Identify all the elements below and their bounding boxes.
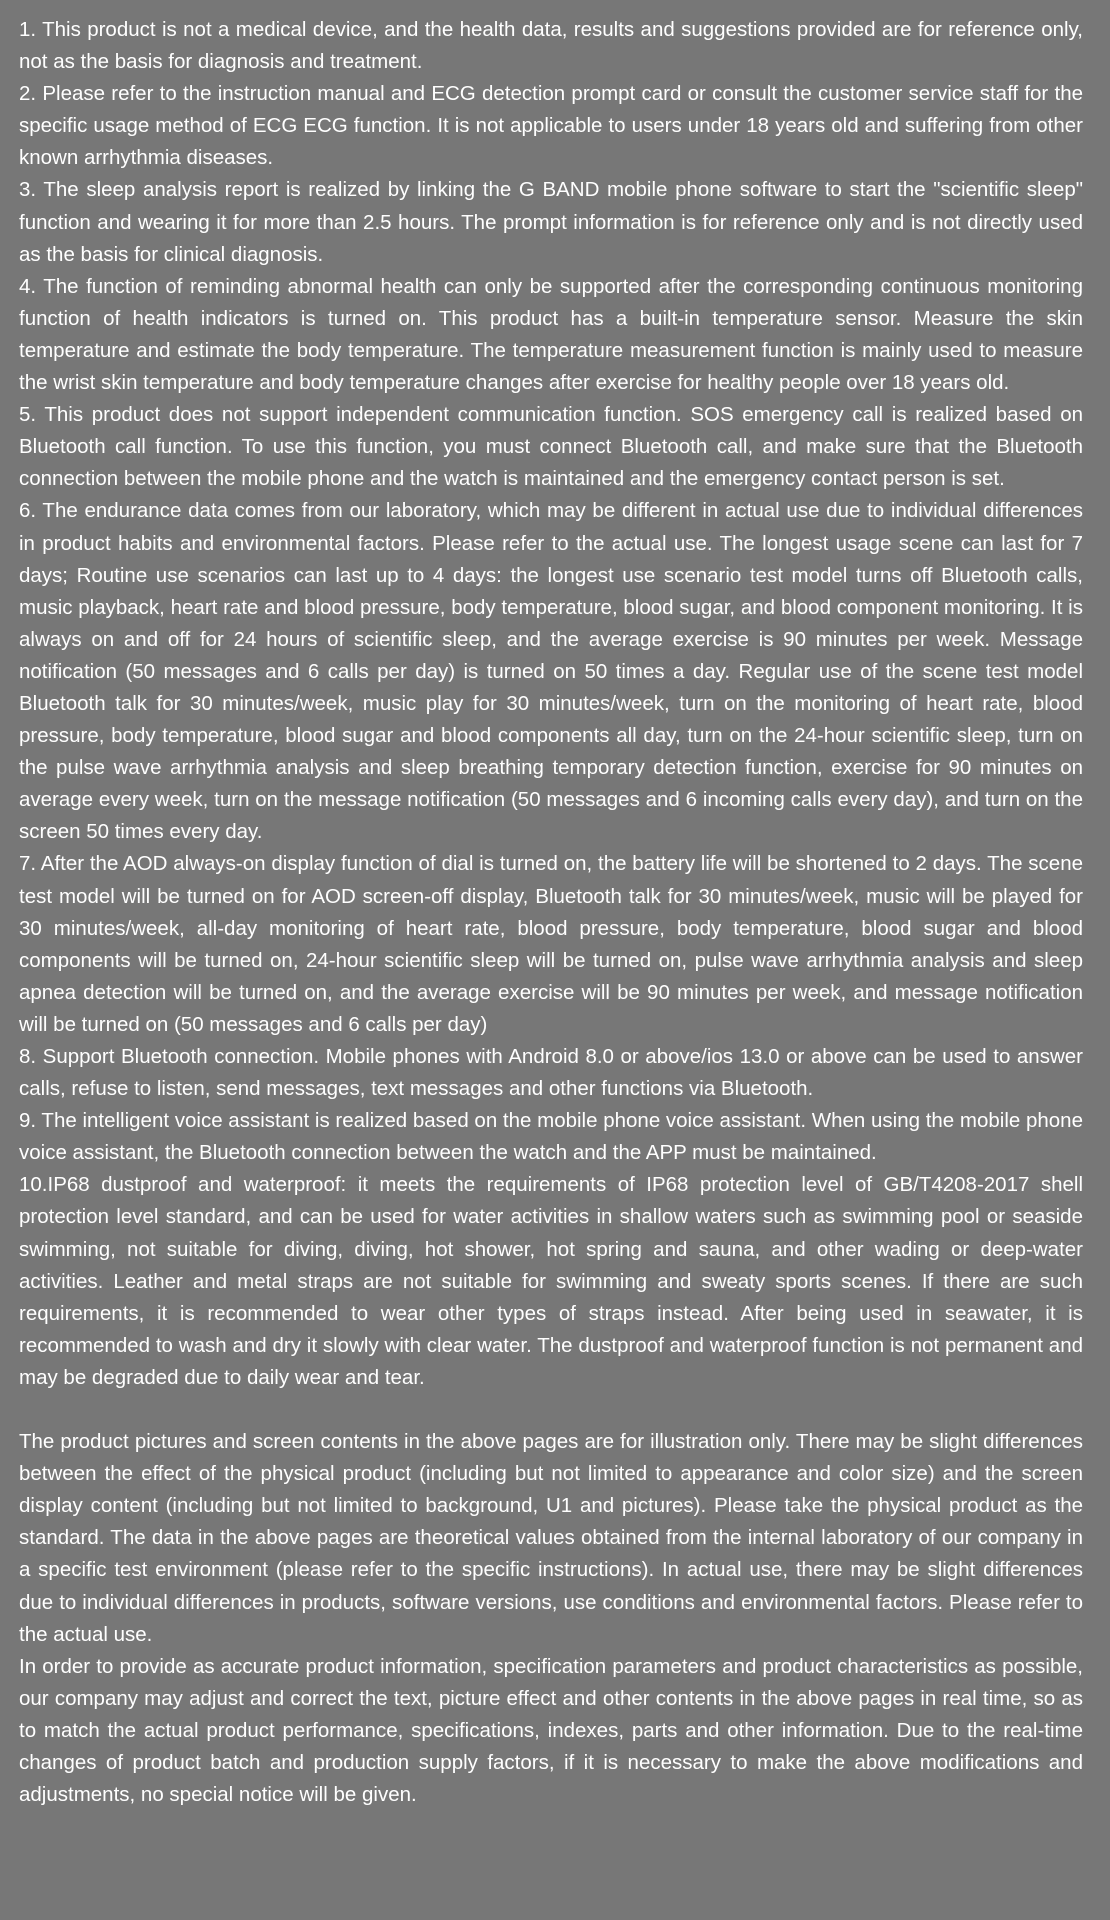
note-5: 5. This product does not support independent communication function. SOS emergency call is realized based on Bluetooth call function. To use this function, you must connect Bluetooth call, and make sure that the Bluetooth connection between the mobile phone and the watch is maintained and the emergency contact person is set. xyxy=(19,403,1083,491)
paragraph-spacer xyxy=(19,1394,1083,1426)
notes-document xyxy=(19,14,1083,1811)
note-7: 7. After the AOD always-on display function of dial is turned on, the battery life will be shortened to 2 days. The scene test model will be turned on for AOD screen-off display, Bluetooth talk for 30 minutes/week, music will be played for 30 minutes/week, all-day monitoring of heart rate, blood pressure, body temperature, blood sugar and blood components will be turned on, 24-hour scientific sleep will be turned on, pulse wave arrhythmia analysis and sleep apnea detection will be turned on, and the average exercise will be 90 minutes per week, and message notification will be turned on (50 messages and 6 calls per day) xyxy=(19,852,1083,1036)
note-9: 9. The intelligent voice assistant is realized based on the mobile phone voice assistant. When using the mobile phone voice assistant, the Bluetooth connection between the watch and the APP must be maintained. xyxy=(19,1109,1083,1165)
disclaimer-paragraph-1: The product pictures and screen contents in the above pages are for illustration only. There may be slight differences between the effect of the physical product (including but not limited to appearance and color size) and the screen display content (including but not limited to background, U1 and pictures). Please take the physical product as the standard. The data in the above pages are theoretical values obtained from the internal laboratory of our company in a specific test environment (please refer to the specific instructions). In actual use, there may be slight differences due to individual differences in products, software versions, use conditions and environmental factors. Please refer to the actual use. xyxy=(19,1430,1083,1646)
note-1: 1. This product is not a medical device, and the health data, results and suggestions provided are for reference only, not as the basis for diagnosis and treatment. xyxy=(19,18,1083,74)
note-6: 6. The endurance data comes from our laboratory, which may be different in actual use due to individual differences in product habits and environmental factors. Please refer to the actual use. The longest usage scene can last for 7 days; Routine use scenarios can last up to 4 days: the longest use scenario test model turns off Bluetooth calls, music playback, heart rate and blood pressure, body temperature, blood sugar, and blood component monitoring. It is always on and off for 24 hours of scientific sleep, and the average exercise is 90 minutes per week. Message notification (50 messages and 6 calls per day) is turned on 50 times a day. Regular use of the scene test model Bluetooth talk for 30 minutes/week, music play for 30 minutes/week, turn on the monitoring of heart rate, blood pressure, body temperature, blood sugar and blood components all day, turn on the 24-hour scientific sleep, turn on the pulse wave arrhythmia analysis and sleep breathing temporary detection function, exercise for 90 minutes on average every week, turn on the message notification (50 messages and 6 incoming calls every day), and turn on the screen 50 times every day. xyxy=(19,499,1083,844)
note-10: 10.IP68 dustproof and waterproof: it meets the requirements of IP68 protection level of GB/T4208-2017 shell protection level standard, and can be used for water activities in shallow waters such as swimming pool or seaside swimming, not suitable for diving, diving, hot shower, hot spring and sauna, and other wading or deep-water activities. Leather and metal straps are not suitable for swimming and sweaty sports scenes. If there are such requirements, it is recommended to wear other types of straps instead. After being used in seawater, it is recommended to wash and dry it slowly with clear water. The dustproof and waterproof function is not permanent and may be degraded due to daily wear and tear. xyxy=(19,1173,1083,1389)
note-3: 3. The sleep analysis report is realized by linking the G BAND mobile phone software to start the "scientific sleep" function and wearing it for more than 2.5 hours. The prompt information is for reference only and is not directly used as the basis for clinical diagnosis. xyxy=(19,178,1083,266)
disclaimer-paragraph-2: In order to provide as accurate product information, specification parameters and product characteristics as possible, our company may adjust and correct the text, picture effect and other contents in the above pages in real time, so as to match the actual product performance, specifications, indexes, parts and other information. Due to the real-time changes of product batch and production supply factors, if it is necessary to make the above modifications and adjustments, no special notice will be given. xyxy=(19,1654,1083,1807)
note-4: 4. The function of reminding abnormal health can only be supported after the corresponding continuous monitoring function of health indicators is turned on. This product has a built-in temperature sensor. Measure the skin temperature and estimate the body temperature. The temperature measurement function is mainly used to measure the wrist skin temperature and body temperature changes after exercise for healthy people over 18 years old. xyxy=(19,274,1083,395)
note-8: 8. Support Bluetooth connection. Mobile phones with Android 8.0 or above/ios 13.0 or above can be used to answer calls, refuse to listen, send messages, text messages and other functions via Bluetooth. xyxy=(19,1045,1083,1101)
note-2: 2. Please refer to the instruction manual and ECG detection prompt card or consult the customer service staff for the specific usage method of ECG ECG function. It is not applicable to users under 18 years old and suffering from other known arrhythmia diseases. xyxy=(19,82,1083,170)
